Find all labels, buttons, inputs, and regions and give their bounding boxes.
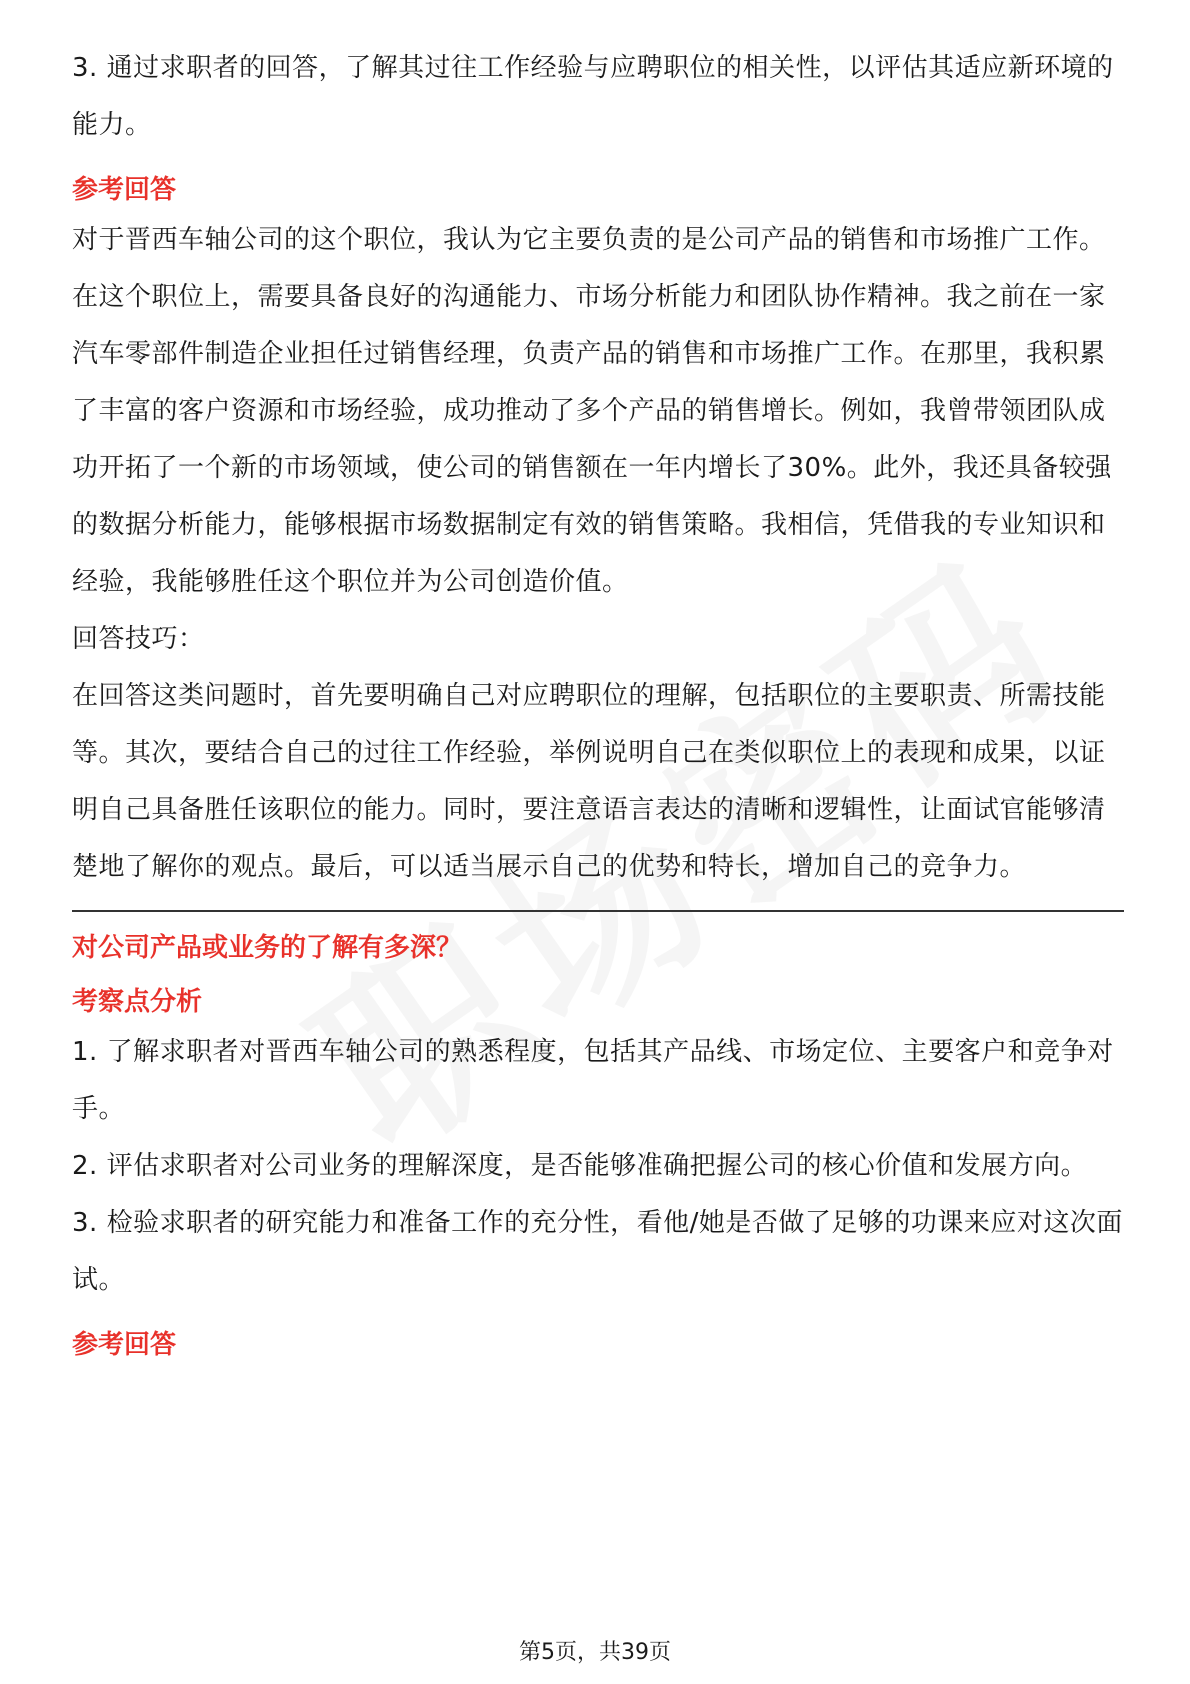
question-title: 对公司产品或业务的了解有多深？ xyxy=(72,933,463,963)
page-number: 第5页，共39页 xyxy=(519,1640,671,1665)
section-divider xyxy=(72,910,1124,912)
reference-answer-heading: 参考回答 xyxy=(72,175,177,205)
answer-tips-body: 在回答这类问题时，首先要明确自己对应聘职位的理解，包括职位的主要职责、所需技能等。其次，要结合自己的过往工作经验，举例说明自己在类似职位上的表现和成果，以证明自己具备胜任该职位的能力。同时，要注意语言表达的清晰和逻辑性，让面试官能够清楚地了解你的观点。最后，可以适当展示自己的优势和特长，增加自己的竞争力。 xyxy=(72,681,1106,882)
analysis-heading: 考察点分析 xyxy=(72,987,203,1017)
document-page xyxy=(72,40,1124,1367)
analysis-item-2: 2. 评估求职者对公司业务的理解深度，是否能够准确把握公司的核心价值和发展方向。 xyxy=(72,1151,1088,1181)
reference-answer-heading-2: 参考回答 xyxy=(72,1330,177,1360)
reference-answer-body: 对于晋西车轴公司的这个职位，我认为它主要负责的是公司产品的销售和市场推广工作。在这个职位上，需要具备良好的沟通能力、市场分析能力和团队协作精神。我之前在一家汽车零部件制造企业担任过销售经理，负责产品的销售和市场推广工作。在那里，我积累了丰富的客户资源和市场经验，成功推动了多个产品的销售增长。例如，我曾带领团队成功开拓了一个新的市场领域，使公司的销售额在一年内增长了30%。此外，我还具备较强的数据分析能力，能够根据市场数据制定有效的销售策略。我相信，凭借我的专业知识和经验，我能够胜任这个职位并为公司创造价值。 xyxy=(72,225,1112,597)
analysis-item-3: 3. 检验求职者的研究能力和准备工作的充分性，看他/她是否做了足够的功课来应对这次面试。 xyxy=(72,1208,1123,1295)
answer-tips-label: 回答技巧： xyxy=(72,624,205,654)
analysis-item-3-top: 3. 通过求职者的回答，了解其过往工作经验与应聘职位的相关性，以评估其适应新环境的能力。 xyxy=(72,53,1114,140)
analysis-item-1: 1. 了解求职者对晋西车轴公司的熟悉程度，包括其产品线、市场定位、主要客户和竞争对手。 xyxy=(72,1037,1114,1124)
